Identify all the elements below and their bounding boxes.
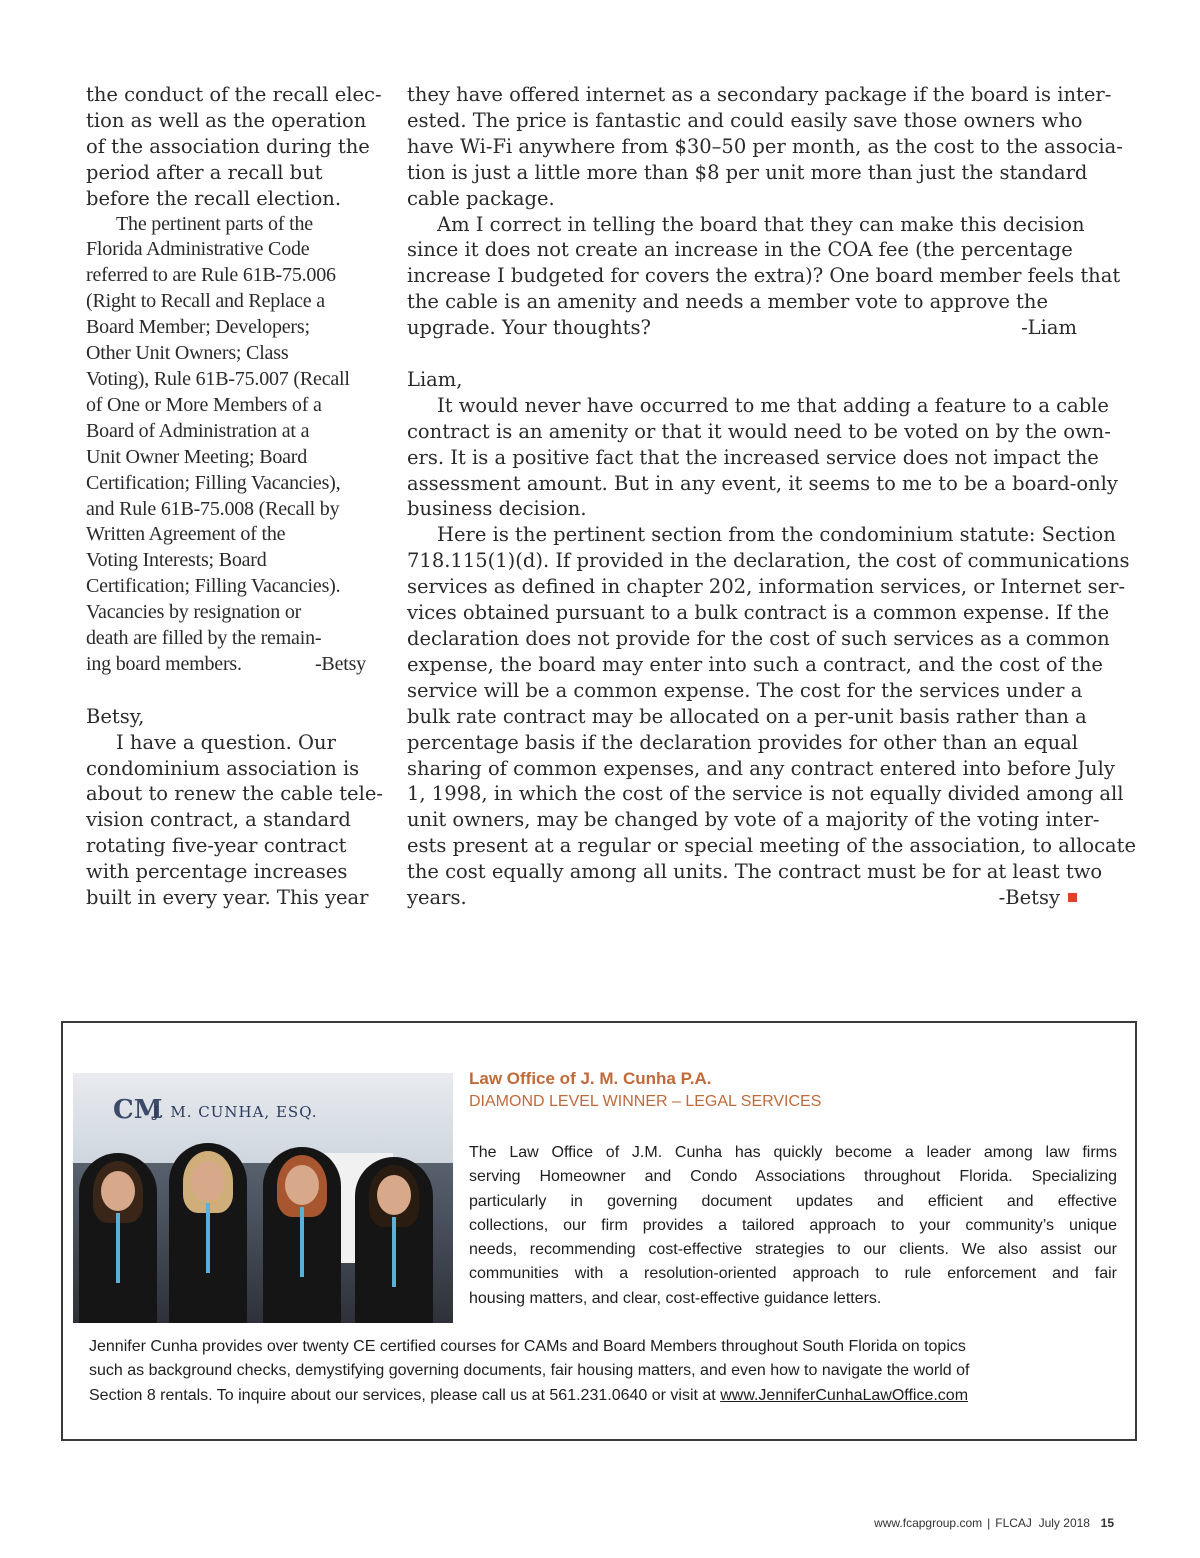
text-line: death are filled by the remain- [86, 627, 322, 650]
text-line: Other Unit Owners; Class [86, 342, 289, 365]
text-line: needs, recommending cost-effective strategies to our clients. We also assist our [469, 1241, 1117, 1259]
text-line: the cable is an amenity and needs a member vote to approve the [407, 290, 1048, 314]
text-line: cable package. [407, 186, 555, 210]
text-line: the cost equally among all units. The contract must be for at least two [407, 860, 1103, 884]
text-line: business decision. [407, 497, 587, 521]
text-line: of the association during the [86, 134, 370, 158]
text-line: before the recall election. [86, 186, 342, 210]
text-line: rotating five-year contract [86, 834, 347, 858]
text-line: Board of Administration at a [86, 419, 310, 442]
text-line: increase I budgeted for covers the extra)? One board member feels that [407, 264, 1121, 288]
signature-row [407, 315, 1077, 341]
text-line: the conduct of the recall elec- [86, 83, 382, 106]
ad-heading: Law Office of J. M. Cunha P.A. [469, 1069, 712, 1088]
text-line: assessment amount. But in any event, it seems to me to be a board-only [407, 471, 1118, 495]
right-para-3 [407, 393, 1118, 523]
text-line: sharing of common expenses, and any contract entered into before July [407, 756, 1115, 780]
contact-text: Section 8 rentals. To inquire about our services, please call us at 561.231.0640 or visit at [89, 1386, 716, 1404]
text-line: The pertinent parts of the [116, 212, 313, 235]
text-line: with percentage increases [86, 860, 348, 884]
text-line: such as background checks, demystifying governing documents, fair housing matters, and even how to navigate the world of [89, 1362, 970, 1380]
text-line: since it does not create an increase in the COA fee (the percentage [407, 238, 1073, 262]
page-number: 15 [1100, 1516, 1114, 1530]
text-line: collections, our firm provides a tailored approach to your community’s unique [469, 1216, 1117, 1234]
salutation: Betsy, [86, 704, 145, 728]
end-of-article-icon [1068, 893, 1077, 902]
text-line: 1, 1998, in which the cost of the service is not equally divided among all [407, 782, 1124, 806]
text-line: serving Homeowner and Condo Associations throughout Florida. Specializing [469, 1168, 1117, 1186]
right-column [407, 82, 1136, 911]
text-line: 718.115(1)(d). If provided in the declaration, the cost of communications [407, 549, 1130, 573]
text-line: The Law Office of J.M. Cunha has quickly become a leader among law firms [469, 1144, 1117, 1161]
text-line: vices obtained pursuant to a bulk contract is a common expense. If the [407, 601, 1110, 625]
signature-row [86, 652, 366, 678]
text-line: about to renew the cable tele- [86, 782, 383, 806]
signature-row [407, 885, 1077, 911]
website-link[interactable]: www.JenniferCunhaLawOffice.com [720, 1386, 969, 1404]
text-line: contract is an amenity or that it would need to be voted on by the own- [407, 419, 1111, 443]
salutation: Liam, [407, 367, 463, 391]
person-photo [169, 1143, 247, 1323]
footer-issue: July 2018 [1038, 1516, 1090, 1530]
text-line: referred to are Rule 61B-75.006 [86, 264, 336, 287]
photo-firm-name: J. M. CUNHA, ESQ. [153, 1103, 318, 1121]
text-line: services as defined in chapter 202, information services, or Internet ser- [407, 575, 1126, 599]
text-line: Vacancies by resignation or [86, 601, 302, 624]
text-line: Certification; Filling Vacancies). [86, 575, 341, 598]
text-line: Unit Owner Meeting; Board [86, 445, 308, 468]
text-line: Florida Administrative Code [86, 238, 310, 261]
page-footer: www.fcapgroup.com | FLCAJ July 2018 15 [874, 1516, 1114, 1530]
right-para-4 [407, 522, 1136, 911]
text-line [89, 1384, 1119, 1408]
text-line: vision contract, a standard [86, 808, 351, 832]
text-line: housing matters, and clear, cost-effective guidance letters. [469, 1289, 882, 1307]
text-line: Board Member; Developers; [86, 316, 310, 339]
signature-betsy: -Betsy [998, 886, 1060, 910]
person-photo [263, 1147, 341, 1323]
text-line: bulk rate contract may be allocated on a per-unit basis rather than a [407, 704, 1087, 728]
ad-subheading: DIAMOND LEVEL WINNER – LEGAL SERVICES [469, 1093, 822, 1110]
text-line: period after a recall but [86, 160, 323, 184]
text-line: ested. The price is fantastic and could easily save those owners who [407, 108, 1083, 132]
ad-body [469, 1141, 1117, 1311]
person-photo [79, 1153, 157, 1323]
text-line: I have a question. Our [116, 730, 336, 754]
text-line: expense, the board may enter into such a contract, and the cost of the [407, 652, 1103, 676]
text-line: communities with a resolution-oriented approach to rule enforcement and fair [469, 1265, 1117, 1283]
signature-betsy-end [999, 885, 1077, 911]
signature-betsy: -Betsy [314, 652, 366, 675]
text-line: unit owners, may be changed by vote of a majority of the voting inter- [407, 808, 1100, 832]
left-column [86, 82, 383, 911]
text-line: Voting), Rule 61B-75.007 (Recall [86, 367, 350, 390]
text-line: years. [407, 886, 467, 910]
text-line: have Wi-Fi anywhere from $30–50 per month, as the cost to the associa- [407, 134, 1123, 158]
signature-liam: -Liam [1021, 316, 1077, 340]
text-line: ers. It is a positive fact that the increased service does not impact the [407, 445, 1099, 469]
ad-photo [73, 1073, 453, 1323]
text-line: Am I correct in telling the board that they can make this decision [437, 212, 1085, 236]
text-line: of One or More Members of a [86, 393, 322, 416]
right-para-1 [407, 82, 1123, 212]
text-line: particularly in governing document updates and efficient and effective [469, 1192, 1117, 1210]
text-line: Here is the pertinent section from the condominium statute: Section [437, 523, 1116, 547]
right-para-2 [407, 212, 1121, 342]
left-para-3 [86, 730, 383, 911]
text-line: ing board members. [86, 652, 242, 675]
left-para-2 [86, 212, 366, 678]
footer-site: www.fcapgroup.com [874, 1516, 983, 1530]
text-line: It would never have occurred to me that adding a feature to a cable [437, 393, 1109, 417]
text-line: upgrade. Your thoughts? [407, 316, 651, 340]
footer-publication: FLCAJ [995, 1516, 1032, 1530]
text-line: tion is just a little more than $8 per unit more than just the standard [407, 160, 1088, 184]
text-line: service will be a common expense. The cost for the services under a [407, 678, 1083, 702]
text-line: built in every year. This year [86, 886, 369, 910]
ad-footer [89, 1335, 1119, 1408]
text-line: tion as well as the operation [86, 108, 367, 132]
left-para-1 [86, 82, 382, 212]
text-line: and Rule 61B-75.008 (Recall by [86, 497, 340, 520]
text-line: (Right to Recall and Replace a [86, 290, 325, 313]
text-line: declaration does not provide for the cost of such services as a common [407, 627, 1110, 651]
text-line: Jennifer Cunha provides over twenty CE certified courses for CAMs and Board Members throughout South Florida on topics [89, 1338, 966, 1355]
text-line: ests present at a regular or special meeting of the association, to allocate [407, 834, 1136, 858]
text-line: Certification; Filling Vacancies), [86, 471, 341, 494]
advertisement [61, 1021, 1137, 1441]
text-line: Written Agreement of the [86, 523, 286, 546]
person-photo [355, 1157, 433, 1323]
text-line: Voting Interests; Board [86, 549, 267, 572]
text-line: they have offered internet as a secondary package if the board is inter- [407, 83, 1112, 106]
text-line: condominium association is [86, 756, 360, 780]
firm-logo-icon: CM [113, 1095, 163, 1125]
text-line: percentage basis if the declaration provides for other than an equal [407, 730, 1079, 754]
